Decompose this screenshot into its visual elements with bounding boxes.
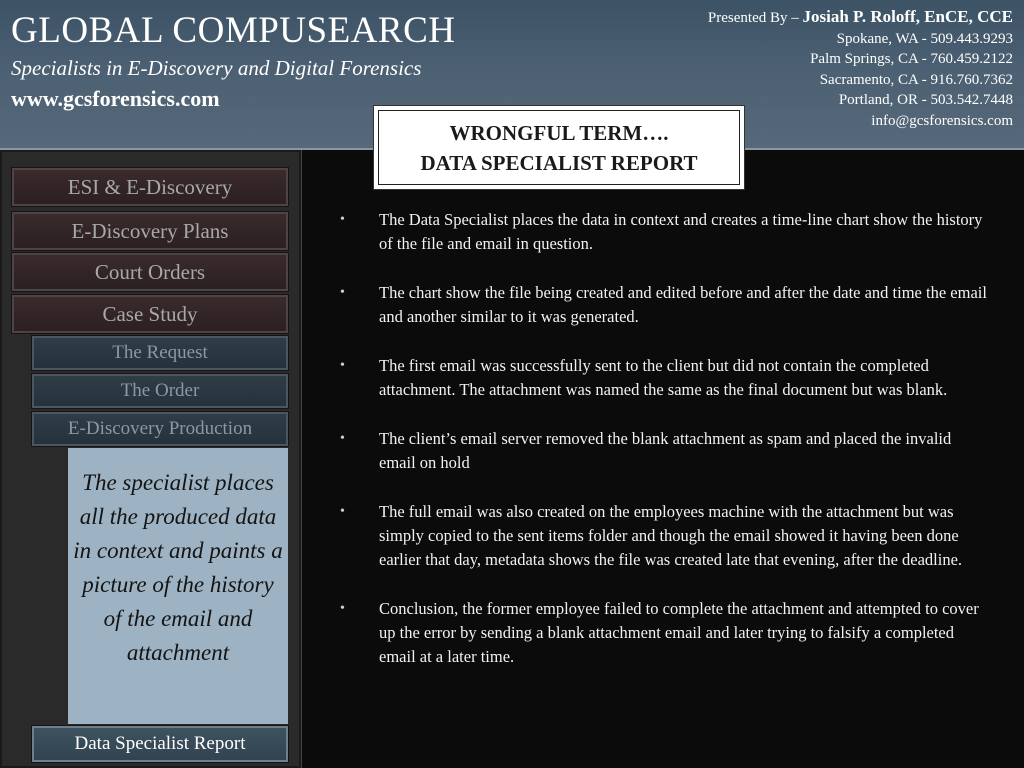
nav-esi-e-discovery[interactable]: ESI & E-Discovery — [12, 168, 288, 206]
bullet-text: The first email was successfully sent to the client but did not contain the completed attachment. The attachment was named the same as the final document but was blank. — [379, 356, 948, 399]
bullet-text: Conclusion, the former employee failed to complete the attachment and attempted to cover up the error by sending a blank attachment email and later trying to falsify a completed email at a later time. — [379, 599, 979, 666]
report-bullet-list — [340, 208, 990, 694]
nav-e-discovery-production[interactable]: E-Discovery Production — [32, 412, 288, 446]
nav-case-study[interactable]: Case Study — [12, 295, 288, 333]
list-item — [340, 354, 990, 402]
location-portland: Portland, OR - 503.542.7448 — [838, 92, 1013, 109]
nav-the-order[interactable]: The Order — [32, 374, 288, 408]
location-palm-springs: Palm Springs, CA - 760.459.2122 — [810, 51, 1013, 68]
bullet-text: The chart show the file being created and edited before and after the date and time the email and another similar to it was generated. — [379, 283, 987, 326]
slide-title-line-2: DATA SPECIALIST REPORT — [420, 150, 698, 175]
bullet-text: The client’s email server removed the blank attachment as spam and placed the invalid email on hold — [379, 429, 952, 472]
contact-email: info@gcsforensics.com — [871, 112, 1013, 129]
nav-court-orders[interactable]: Court Orders — [12, 253, 288, 291]
nav-e-discovery-plans[interactable]: E-Discovery Plans — [12, 212, 288, 250]
bullet-icon: • — [340, 285, 345, 300]
list-item — [340, 500, 990, 572]
location-spokane: Spokane, WA - 509.443.9293 — [836, 30, 1013, 47]
specialist-callout: The specialist places all the produced data in context and paints a picture of the history of the email and attachment — [68, 448, 288, 724]
nav-the-request[interactable]: The Request — [32, 336, 288, 370]
list-item — [340, 427, 990, 475]
list-item — [340, 597, 990, 669]
slide-title-line-1: WRONGFUL TERM…. — [449, 120, 669, 145]
presenter-name: Josiah P. Roloff, EnCE, CCE — [802, 7, 1013, 26]
bullet-icon: • — [340, 212, 345, 227]
company-tagline: Specialists in E-Discovery and Digital Forensics — [11, 56, 422, 80]
bullet-icon: • — [340, 504, 345, 519]
bullet-icon: • — [340, 431, 345, 446]
company-name: GLOBAL COMPUSEARCH — [11, 10, 456, 51]
bullet-text: The Data Specialist places the data in context and creates a time-line chart show the history of the file and email in question. — [379, 210, 983, 253]
bullet-icon: • — [340, 358, 345, 373]
bullet-text: The full email was also created on the employees machine with the attachment but was simply copied to the sent items folder and though the email showed it having been done earlier that day, metadata shows the file was created late that evening, after the deadline. — [379, 502, 963, 569]
slide-title-box — [373, 105, 745, 190]
location-sacramento: Sacramento, CA - 916.760.7362 — [819, 71, 1013, 88]
company-website: www.gcsforensics.com — [11, 86, 220, 111]
list-item — [340, 281, 990, 329]
presenter-line — [708, 7, 1013, 29]
presented-by-label: Presented By – — [707, 10, 799, 26]
contact-info — [708, 7, 1013, 132]
bullet-icon: • — [340, 601, 345, 616]
slide-title — [378, 110, 740, 185]
nav-data-specialist-report[interactable]: Data Specialist Report — [32, 726, 288, 762]
list-item — [340, 208, 990, 256]
